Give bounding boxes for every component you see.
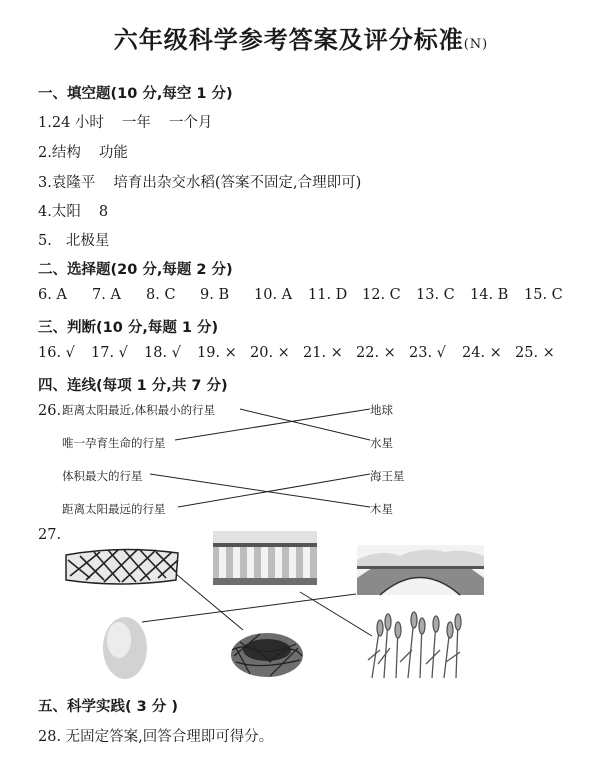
q26-num: 26. <box>38 403 62 419</box>
title-suffix: (N) <box>463 37 489 52</box>
answer: 24 小时 <box>51 115 104 131</box>
match-right-1: 地球 <box>370 403 393 417</box>
item-num: 2. <box>38 145 52 161</box>
judge-answer: 16. √ <box>38 345 75 361</box>
choice-answer: 15. C <box>524 287 563 303</box>
section-5-heading: 五、科学实践( 3 分 ) <box>38 699 178 715</box>
choice-answer: 12. C <box>362 287 401 303</box>
judge-answer: 25. × <box>515 345 555 361</box>
match-left-1: 距离太阳最近,体积最小的行星 <box>62 403 216 417</box>
bridge-icon <box>357 545 484 595</box>
match-right-2: 水星 <box>370 436 393 450</box>
answer: 北极星 <box>65 233 110 249</box>
choice-answer: 13. C <box>416 287 455 303</box>
judge-answer: 17. √ <box>91 345 128 361</box>
answer: 太阳 <box>51 204 81 220</box>
judge-answer: 19. × <box>197 345 237 361</box>
building-icon <box>213 531 317 585</box>
choice-answer: 9. B <box>200 287 230 303</box>
choice-answer: 7. A <box>92 287 121 303</box>
choice-answer: 14. B <box>470 287 509 303</box>
judge-answer: 18. √ <box>144 345 181 361</box>
match-left-4: 距离太阳最远的行星 <box>62 502 166 516</box>
answer: 一个月 <box>168 115 213 131</box>
match-right-3: 海王星 <box>370 469 405 483</box>
answer: 结构 <box>51 145 81 161</box>
title-text: 六年级科学参考答案及评分标准 <box>113 26 464 54</box>
match-left-3: 体积最大的行星 <box>62 469 143 483</box>
answer: 8 <box>98 204 109 220</box>
answer: 一年 <box>121 115 151 131</box>
nest-icon <box>231 633 303 677</box>
q27-num: 27. <box>38 527 62 543</box>
choice-answer: 8. C <box>146 287 176 303</box>
judge-answer: 21. × <box>303 345 343 361</box>
egg-icon <box>103 617 147 679</box>
judge-answer: 22. × <box>356 345 396 361</box>
q28-answer: 28. 无固定答案,回答合理即可得分。 <box>38 729 274 745</box>
judge-answer: 24. × <box>462 345 502 361</box>
choice-answer: 11. D <box>308 287 348 303</box>
section-2-heading: 二、选择题(20 分,每题 2 分) <box>38 262 233 278</box>
answer: 袁隆平 <box>51 175 96 191</box>
item-num: 5. <box>38 233 52 249</box>
wheat-icon <box>368 612 461 678</box>
choice-answer: 10. A <box>254 287 293 303</box>
answer: 培育出杂交水稻(答案不固定,合理即可) <box>113 175 362 191</box>
item-num: 3. <box>38 175 52 191</box>
judge-answer: 20. × <box>250 345 290 361</box>
match-right-4: 木星 <box>370 502 393 516</box>
stadium-icon <box>66 549 178 584</box>
item-num: 1. <box>38 115 52 131</box>
section-1-heading: 一、填空题(10 分,每空 1 分) <box>38 86 233 102</box>
section-3-heading: 三、判断(10 分,每题 1 分) <box>38 320 219 336</box>
choice-answer: 6. A <box>38 287 67 303</box>
section-4-heading: 四、连线(每项 1 分,共 7 分) <box>38 378 228 394</box>
item-num: 4. <box>38 204 52 220</box>
judge-answer: 23. √ <box>409 345 446 361</box>
answer: 功能 <box>98 145 128 161</box>
match-left-2: 唯一孕育生命的行星 <box>62 436 166 450</box>
